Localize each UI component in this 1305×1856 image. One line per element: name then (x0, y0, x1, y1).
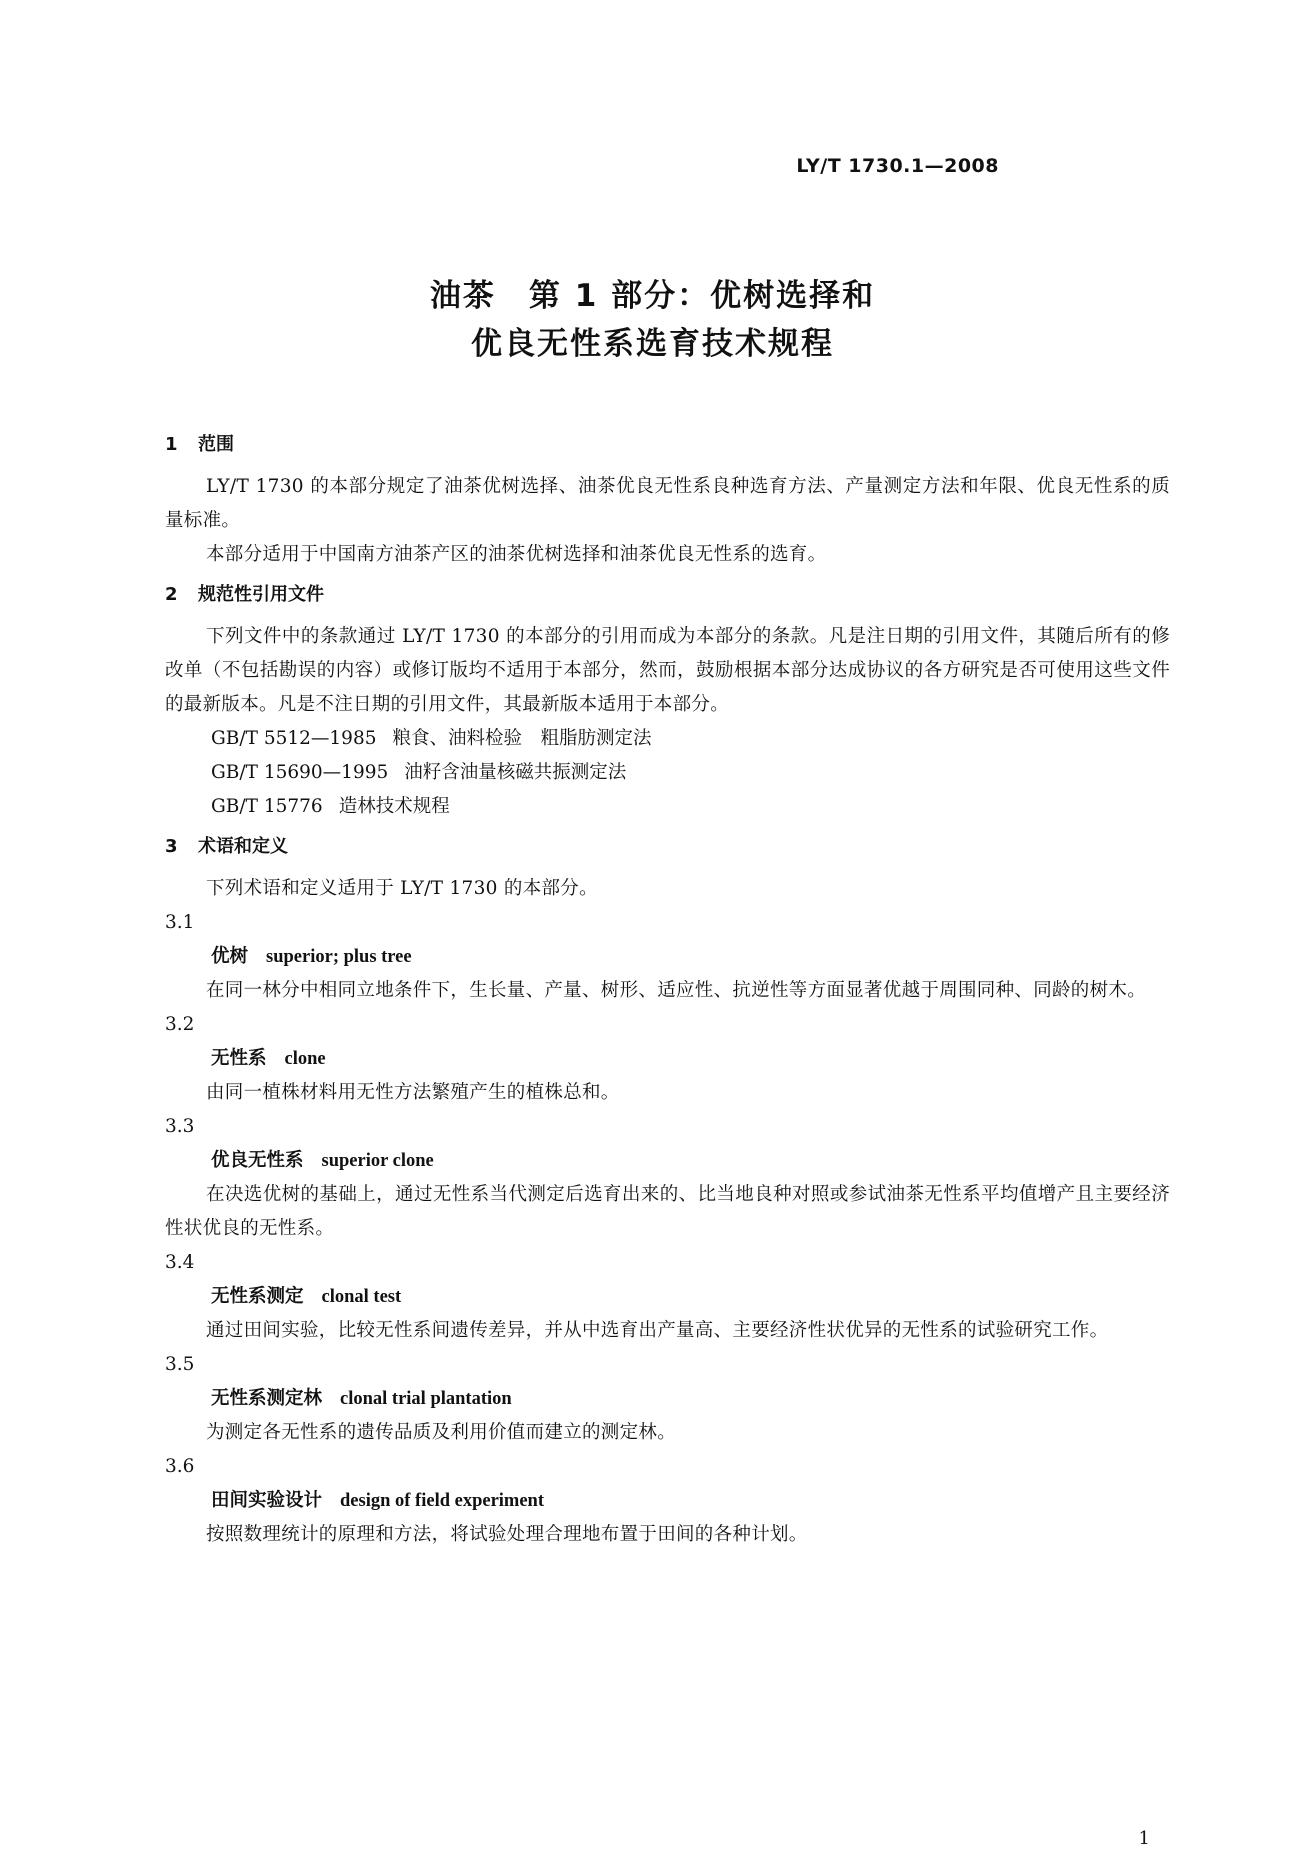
section-heading-normative-references: 2 规范性引用文件 (165, 584, 324, 605)
scope-paragraph-2: 本部分适用于中国南方油茶产区的油茶优树选择和油茶优良无性系的选育。 (206, 544, 827, 565)
section-heading-terms-and-definitions: 3 术语和定义 (165, 836, 288, 857)
term-definition: 为测定各无性系的遗传品质及利用价值而建立的测定林。 (206, 1422, 677, 1443)
term-number: 3.6 (165, 1456, 195, 1477)
term-number: 3.1 (165, 912, 195, 933)
term-name: 无性系测定林 clonal trial plantation (211, 1388, 512, 1409)
reference-item: GB/T 15776 造林技术规程 (211, 796, 450, 817)
scope-paragraph-1: LY/T 1730 的本部分规定了油茶优树选择、油茶优良无性系良种选育方法、产量测定方法和年限、优良无性系的质量标准。 (165, 476, 1170, 531)
term-entry (165, 906, 1170, 1008)
document-body (165, 428, 1170, 1552)
term-number: 3.3 (165, 1116, 195, 1137)
term-entry (165, 1110, 1170, 1246)
term-number: 3.4 (165, 1252, 195, 1273)
term-definition: 由同一植株材料用无性方法繁殖产生的植株总和。 (206, 1082, 620, 1103)
term-name: 无性系测定 clonal test (211, 1286, 402, 1307)
term-number: 3.2 (165, 1014, 195, 1035)
term-name: 优树 superior; plus tree (211, 946, 412, 967)
term-definition: 在同一林分中相同立地条件下，生长量、产量、树形、适应性、抗逆性等方面显著优越于周围同种、同龄的树木。 (206, 980, 1147, 1001)
term-number: 3.5 (165, 1354, 195, 1375)
term-definition: 在决选优树的基础上，通过无性系当代测定后选育出来的、比当地良种对照或参试油茶无性系平均值增产且主要经济性状优良的无性系。 (165, 1184, 1170, 1239)
term-name: 田间实验设计 design of field experiment (211, 1490, 545, 1511)
document-title-line-1: 油茶 第 1 部分：优树选择和 (429, 278, 876, 314)
document-code: LY/T 1730.1—2008 (796, 155, 999, 177)
page-number: 1 (1138, 1828, 1150, 1849)
reference-item: GB/T 5512—1985 粮食、油料检验 粗脂肪测定法 (211, 728, 652, 749)
term-definition: 按照数理统计的原理和方法，将试验处理合理地布置于田间的各种计划。 (206, 1524, 808, 1545)
document-title-line-2: 优良无性系选育技术规程 (471, 326, 834, 362)
references-paragraph: 下列文件中的条款通过 LY/T 1730 的本部分的引用而成为本部分的条款。凡是注日期的引用文件，其随后所有的修改单（不包括勘误的内容）或修订版均不适用于本部分，然而，鼓励根据本部分达成协议的各方研究是否可使用这些文件的最新版本。凡是不注日期的引用文件，其最新版本适用于本部分。 (165, 626, 1170, 715)
term-name: 优良无性系 superior clone (211, 1150, 434, 1171)
term-name: 无性系 clone (211, 1048, 326, 1069)
term-entry (165, 1246, 1170, 1348)
terms-intro: 下列术语和定义适用于 LY/T 1730 的本部分。 (206, 878, 598, 899)
term-definition: 通过田间实验，比较无性系间遗传差异，并从中选育出产量高、主要经济性状优异的无性系的试验研究工作。 (206, 1320, 1109, 1341)
reference-item: GB/T 15690—1995 油籽含油量核磁共振测定法 (211, 762, 627, 783)
term-entry (165, 1450, 1170, 1552)
section-heading-scope: 1 范围 (165, 434, 234, 455)
term-entry (165, 1008, 1170, 1110)
term-entry (165, 1348, 1170, 1450)
